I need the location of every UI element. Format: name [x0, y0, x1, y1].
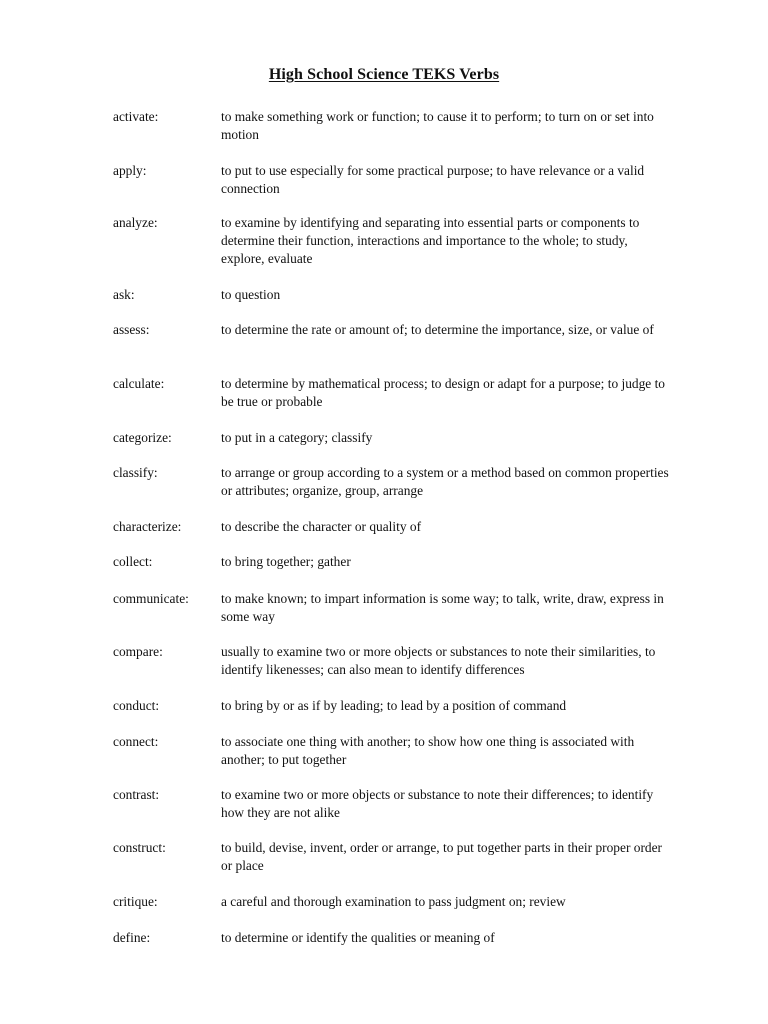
entry-term: construct: — [113, 840, 166, 855]
entry-definition: to put in a category; classify — [221, 430, 373, 445]
entry-term: critique: — [113, 894, 158, 909]
entry-definition: to determine the rate or amount of; to determine the importance, size, or value of — [221, 322, 654, 337]
entry-term: define: — [113, 930, 151, 945]
entry-definition: to examine by identifying and separating into essential parts or components to determine their function, interactions and importance to the whole; to study, explore, evaluate — [221, 215, 640, 266]
entry-definition: to question — [221, 287, 281, 302]
entry-definition: to describe the character or quality of — [221, 519, 422, 534]
entry-definition: a careful and thorough examination to pass judgment on; review — [221, 894, 566, 909]
entry-term: contrast: — [113, 787, 160, 802]
entry-term: categorize: — [113, 430, 172, 445]
entry-definition: to put to use especially for some practical purpose; to have relevance or a valid connection — [221, 163, 645, 196]
entry-term: calculate: — [113, 376, 165, 391]
page-title: High School Science TEKS Verbs — [268, 66, 500, 83]
entry-term: compare: — [113, 644, 163, 659]
entry-definition: to make known; to impart information is some way; to talk, write, draw, express in some way — [221, 591, 664, 624]
entry-term: classify: — [113, 465, 158, 480]
entry-definition: to arrange or group according to a system or a method based on common properties or attributes; organize, group, arrange — [221, 465, 669, 498]
entry-definition: to bring together; gather — [221, 554, 351, 569]
entry-definition: usually to examine two or more objects or substances to note their similarities, to identify likenesses; can also mean to identify differences — [221, 644, 656, 677]
entry-term: assess: — [113, 322, 150, 337]
entry-definition: to bring by or as if by leading; to lead by a position of command — [221, 698, 567, 713]
entry-definition: to associate one thing with another; to show how one thing is associated with another; to put together — [221, 734, 635, 767]
entry-term: collect: — [113, 554, 153, 569]
entry-term: ask: — [113, 287, 135, 302]
entry-definition: to determine or identify the qualities or meaning of — [221, 930, 495, 945]
entry-term: analyze: — [113, 215, 158, 230]
entry-term: activate: — [113, 109, 159, 124]
entry-definition: to examine two or more objects or substance to note their differences; to identify how they are not alike — [221, 787, 654, 820]
entry-term: apply: — [113, 163, 147, 178]
entry-term: communicate: — [113, 591, 189, 606]
entry-term: characterize: — [113, 519, 182, 534]
entry-term: connect: — [113, 734, 159, 749]
entry-definition: to make something work or function; to cause it to perform; to turn on or set into motion — [221, 109, 654, 142]
entry-definition: to determine by mathematical process; to design or adapt for a purpose; to judge to be true or probable — [221, 376, 665, 409]
entry-term: conduct: — [113, 698, 160, 713]
entry-definition: to build, devise, invent, order or arrange, to put together parts in their proper order or place — [221, 840, 663, 873]
